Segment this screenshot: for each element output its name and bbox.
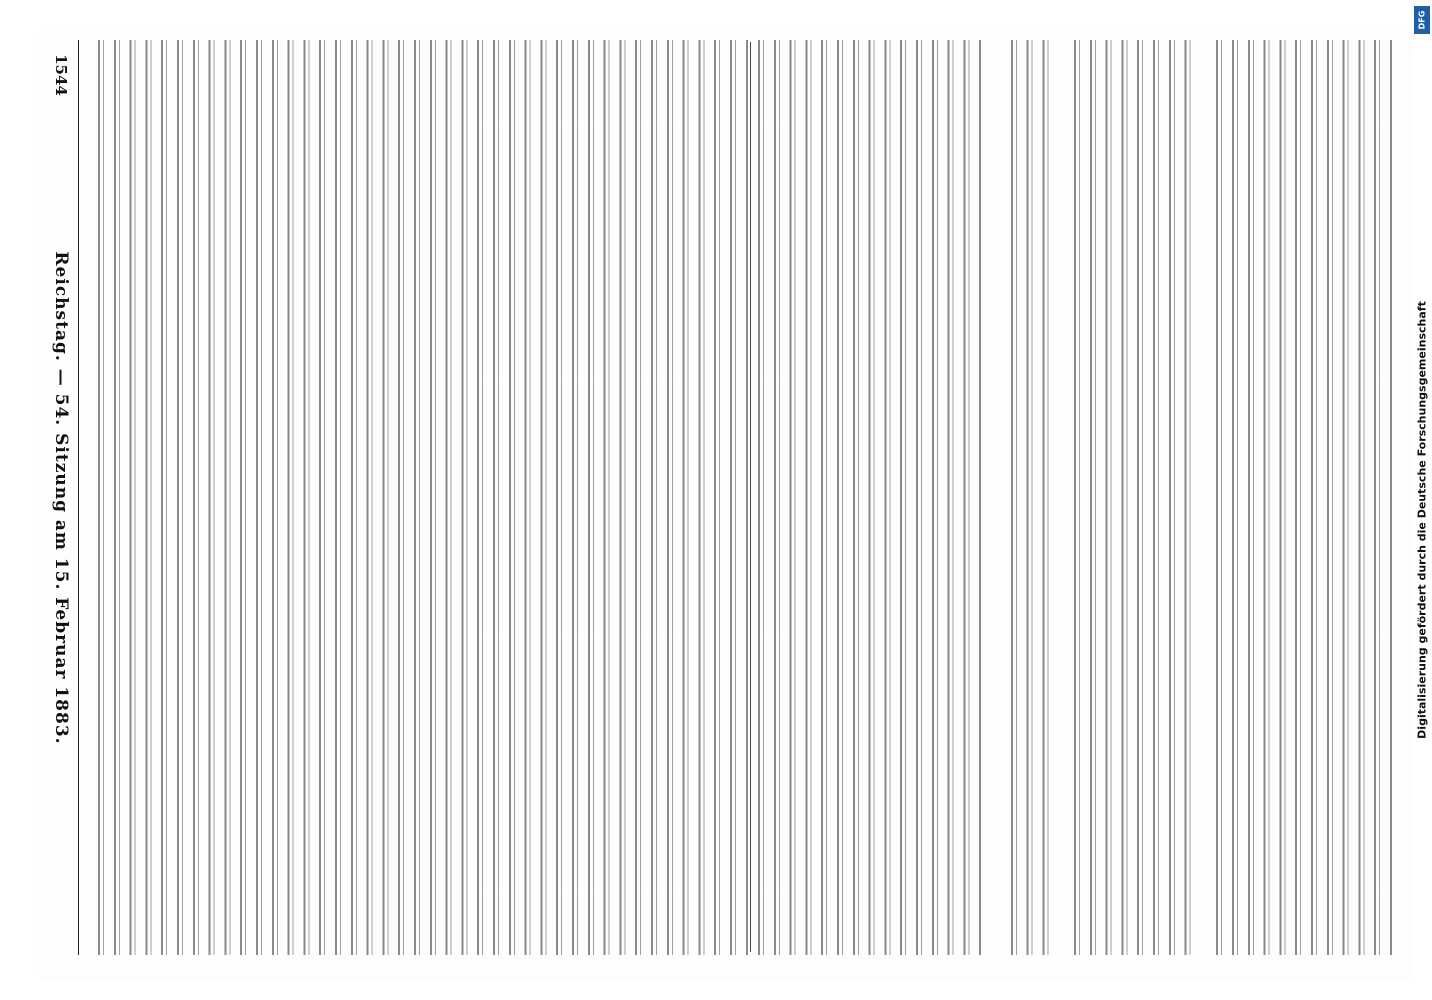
text-column-left: [93, 40, 748, 955]
page-number: 1544: [52, 53, 70, 96]
scanned-page: [38, 30, 1413, 980]
column-divider: [750, 42, 751, 952]
text-column-right: [753, 40, 1393, 955]
paragraph-gap: [1193, 40, 1211, 955]
paragraph-gap: [983, 40, 1003, 955]
running-header: [46, 38, 76, 958]
dfg-banner-text: Digitalisierung gefördert durch die Deutsche Forschungsgemeinschaft: [1415, 301, 1429, 739]
header-rule: [78, 40, 79, 955]
dfg-logo: DFG: [1414, 6, 1430, 34]
paragraph-gap: [1053, 40, 1067, 955]
column-text-block: [93, 40, 748, 955]
column-text-block: [753, 40, 1393, 955]
dfg-banner: [1412, 0, 1432, 1000]
page-title: Reichstag. — 54. Sitzung am 15. Februar 1883.: [51, 251, 71, 745]
